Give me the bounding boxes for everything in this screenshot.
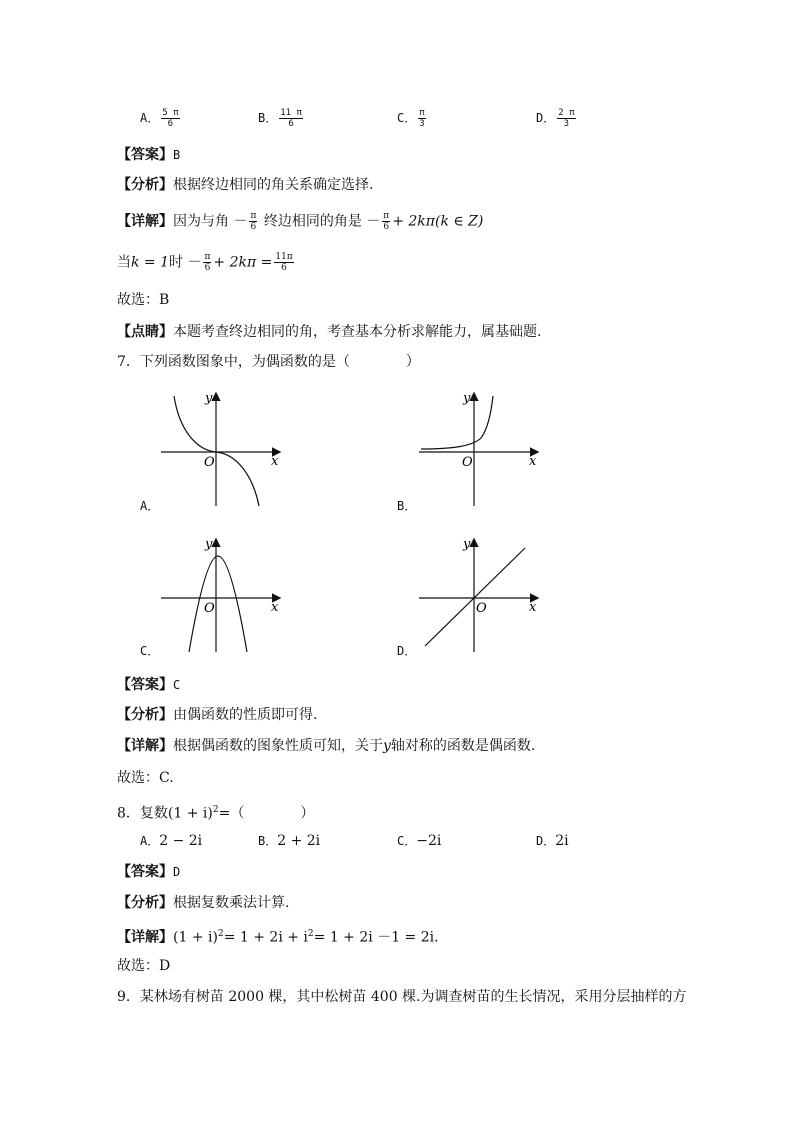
q8-option-d: D．2i bbox=[536, 833, 569, 849]
q8-option-a: A．2 − 2i bbox=[140, 833, 203, 849]
q8-option-c: C．−2i bbox=[397, 833, 442, 849]
q6-analysis: 【分析】根据终边相同的角关系确定选择. bbox=[117, 177, 374, 193]
q8-detail: 【详解】$(1 + i)^2= 1 + 2i + i^2= 1 + 2i -1 = 2i$. bbox=[117, 929, 439, 946]
q8-answer: 【答案】D bbox=[117, 864, 181, 880]
q6-option-c: C． $\frac{\pi}{3}$ bbox=[397, 108, 425, 129]
svg-text:y: y bbox=[205, 391, 213, 406]
q7-analysis: 【分析】由偶函数的性质即可得. bbox=[117, 707, 318, 723]
q7-graph-a bbox=[155, 388, 290, 510]
q7-graph-c bbox=[155, 534, 290, 656]
q6-option-d: D． $\frac{2 \pi}{3}$ bbox=[536, 108, 575, 129]
svg-text:x: x bbox=[529, 454, 537, 469]
q8-option-b: B．2 + 2i bbox=[258, 833, 321, 849]
svg-text:x: x bbox=[271, 454, 279, 469]
q7-option-b: B． bbox=[397, 499, 417, 513]
q6-detail: 【详解】因为与角 － $\frac{\pi}{6}$ 终边相同的角是 － $\frac{\pi}{6}$ + 2kπ(k ∈ Z) bbox=[117, 211, 484, 232]
q7-stem: 7．下列函数图象中，为偶函数的是（ ） bbox=[117, 354, 420, 370]
q6-answer: 【答案】B bbox=[117, 147, 181, 163]
svg-text:y: y bbox=[205, 537, 213, 552]
q7-answer: 【答案】C bbox=[117, 677, 181, 693]
q7-graph-b bbox=[413, 388, 548, 510]
q8-analysis: 【分析】根据复数乘法计算. bbox=[117, 895, 290, 911]
q7-choose: 故选：C. bbox=[117, 770, 174, 786]
q9-stem: 9．某林场有树苗 2000 棵，其中松树苗 400 棵.为调查树苗的生长情况，采用分层抽样的方 bbox=[117, 989, 687, 1005]
q6-choose: 故选：B bbox=[117, 292, 170, 308]
q8-choose: 故选：D bbox=[117, 958, 171, 974]
q8-stem: 8．复数$(1 + i)^2=$（ ） bbox=[117, 805, 315, 822]
svg-text:y: y bbox=[463, 537, 471, 552]
svg-text:O: O bbox=[204, 601, 215, 616]
svg-text:O: O bbox=[462, 455, 473, 470]
q7-graph-d bbox=[413, 534, 548, 656]
q6-option-b: B． $\frac{11 \pi}{6}$ bbox=[258, 108, 302, 129]
svg-text:O: O bbox=[476, 601, 487, 616]
q6-when: 当k = 1时 － $\frac{\pi}{6}$ + 2kπ = $\frac{11\pi}{6}$ bbox=[117, 252, 293, 273]
q7-detail: 【详解】根据偶函数的图象性质可知，关于y轴对称的函数是偶函数. bbox=[117, 738, 536, 754]
svg-text:x: x bbox=[529, 600, 537, 615]
q7-option-a: A． bbox=[140, 499, 160, 513]
q6-comment: 【点睛】本题考查终边相同的角，考查基本分析求解能力，属基础题. bbox=[117, 324, 542, 340]
q7-option-c: C． bbox=[140, 644, 160, 658]
svg-text:y: y bbox=[463, 391, 471, 406]
svg-text:x: x bbox=[271, 600, 279, 615]
svg-text:O: O bbox=[204, 455, 215, 470]
q6-option-a: A． $\frac{5 \pi}{6}$ bbox=[140, 108, 179, 129]
q7-option-d: D． bbox=[397, 644, 417, 658]
